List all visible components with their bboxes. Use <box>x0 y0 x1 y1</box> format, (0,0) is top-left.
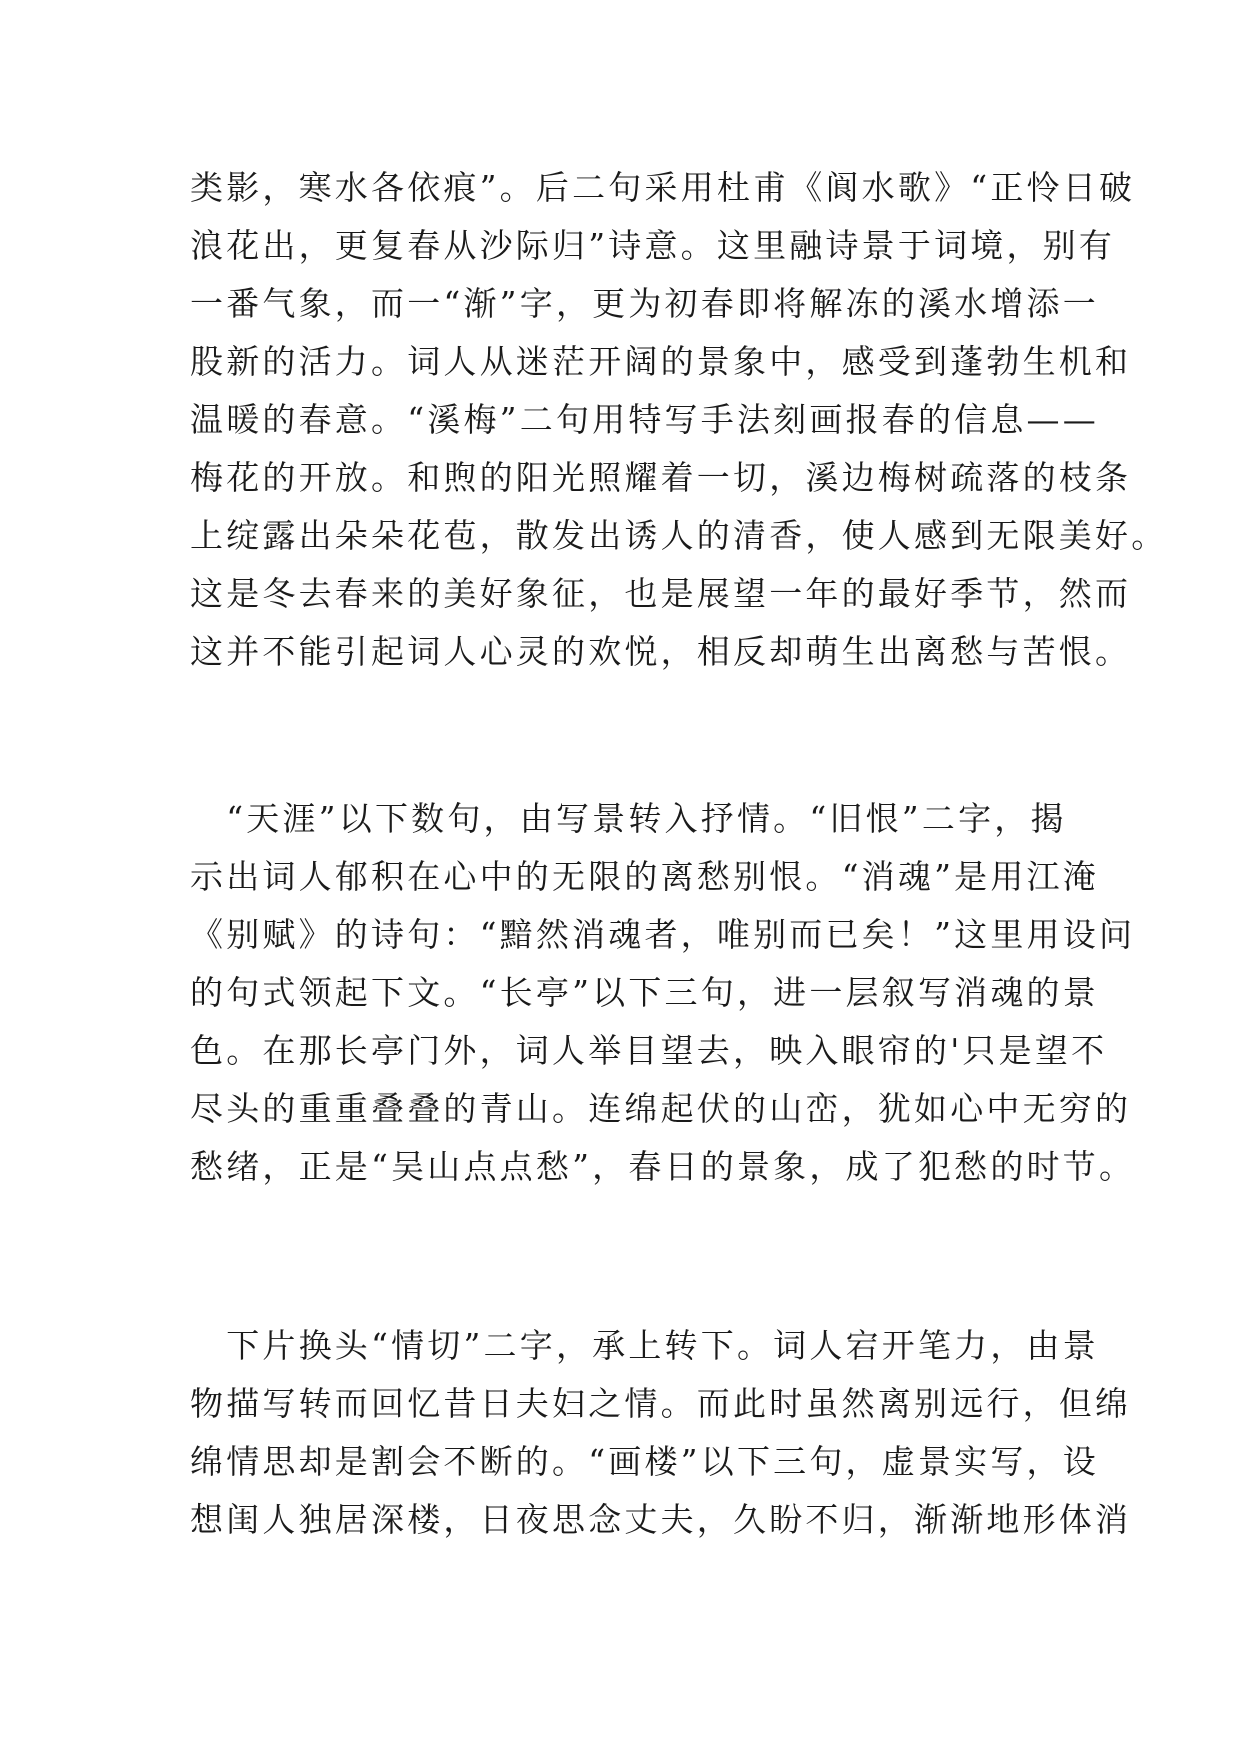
paragraph <box>190 159 1168 681</box>
text-line: 一番气象，而一“渐”字，更为初春即将解冻的溪水增添一 <box>190 284 1099 323</box>
text-line: 色。在那长亭门外，词人举目望去，映入眼帘的'只是望不 <box>190 1031 1108 1070</box>
text-line: 浪花出，更复春从沙际归”诗意。这里融诗景于词境，别有 <box>190 226 1116 265</box>
text-line: 温暖的春意。“溪梅”二句用特写手法刻画报春的信息—— <box>190 400 1099 439</box>
paragraph <box>190 790 1136 1196</box>
text-line: “天涯”以下数句，由写景转入抒情。“旧恨”二字，揭 <box>190 799 1067 838</box>
text-line: 尽头的重重叠叠的青山。连绵起伏的山峦，犹如心中无穷的 <box>190 1089 1132 1128</box>
text-line: 愁绪，正是“吴山点点愁”，春日的景象，成了犯愁的时节。 <box>190 1147 1136 1186</box>
text-line: 《别赋》的诗句：“黯然消魂者，唯别而已矣！”这里用设问 <box>190 915 1136 954</box>
text-line: 类影，寒水各依痕”。后二句采用杜甫《阆水歌》“正怜日破 <box>190 168 1136 207</box>
text-line: 想闺人独居深楼，日夜思念丈夫，久盼不归，渐渐地形体消 <box>190 1500 1132 1539</box>
text-line: 这并不能引起词人心灵的欢悦，相反却萌生出离愁与苦恨。 <box>190 632 1132 671</box>
text-line: 股新的活力。词人从迷茫开阔的景象中，感受到蓬勃生机和 <box>190 342 1132 381</box>
paragraph <box>190 1317 1132 1549</box>
text-line: 上绽露出朵朵花苞，散发出诱人的清香，使人感到无限美好。 <box>190 516 1168 555</box>
text-line: 这是冬去春来的美好象征，也是展望一年的最好季节，然而 <box>190 574 1132 613</box>
text-line: 物描写转而回忆昔日夫妇之情。而此时虽然离别远行，但绵 <box>190 1384 1132 1423</box>
text-line: 示出词人郁积在心中的无限的离愁别恨。“消魂”是用江淹 <box>190 857 1099 896</box>
text-line: 梅花的开放。和煦的阳光照耀着一切，溪边梅树疏落的枝条 <box>190 458 1132 497</box>
text-line: 下片换头“情切”二字，承上转下。词人宕开笔力，由景 <box>190 1326 1099 1365</box>
text-line: 的句式领起下文。“长亭”以下三句，进一层叙写消魂的景 <box>190 973 1099 1012</box>
text-line: 绵情思却是割会不断的。“画楼”以下三句，虚景实写，设 <box>190 1442 1099 1481</box>
